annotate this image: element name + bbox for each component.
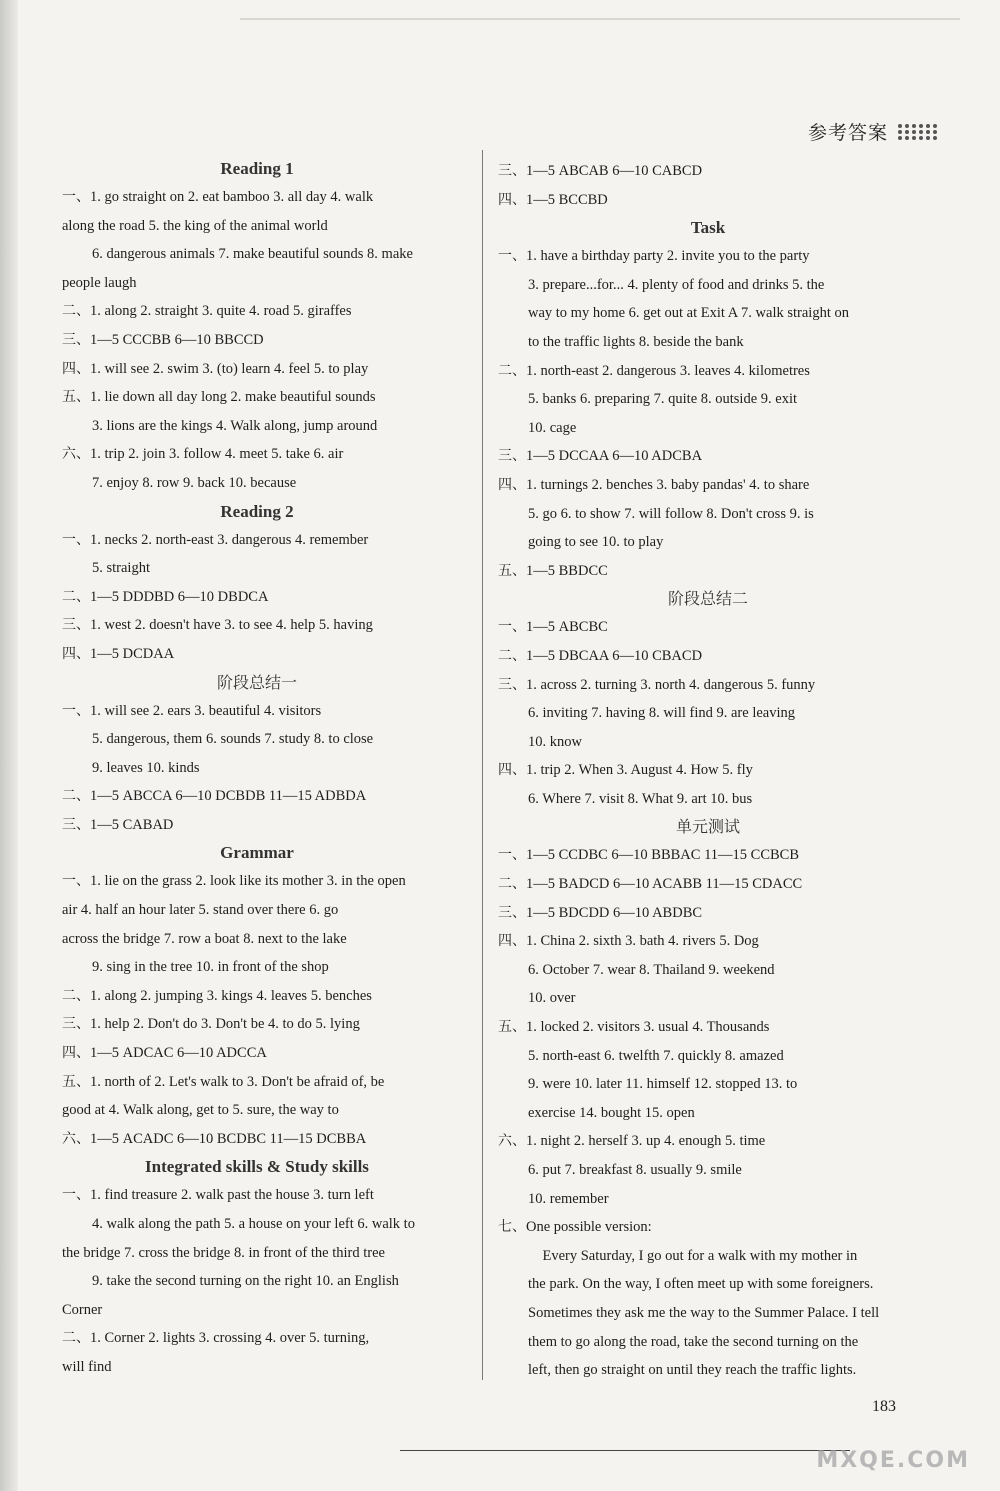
answer-line: across the bridge 7. row a boat 8. next to the lake <box>62 930 347 947</box>
answer-text: 1. have a birthday party 2. invite you to the party <box>526 248 810 265</box>
answer-line: Sometimes they ask me the way to the Summer Palace. I tell <box>528 1304 880 1321</box>
answer-text: 1. will see 2. swim 3. (to) learn 4. feel 5. to play <box>90 360 369 377</box>
answer-line: the park. On the way, I often meet up with some foreigners. <box>528 1276 874 1293</box>
answer-text: 1. locked 2. visitors 3. usual 4. Thousands <box>526 1019 770 1036</box>
question-marker: 四、 <box>62 645 90 662</box>
answer-line <box>62 982 452 1011</box>
answer-line <box>498 186 918 215</box>
answer-line: 5. dangerous, them 6. sounds 7. study 8. to close <box>92 731 374 748</box>
section-title: Integrated skills & Study skills <box>145 1157 369 1177</box>
answer-text: 1. along 2. jumping 3. kings 4. leaves 5. benches <box>90 987 372 1004</box>
answer-line <box>62 583 452 612</box>
answer-line: 5. straight <box>92 560 150 577</box>
section-title: Reading 2 <box>220 501 294 521</box>
answer-line <box>498 1213 918 1242</box>
question-marker: 二、 <box>62 303 90 320</box>
answer-line: 6. dangerous animals 7. make beautiful sounds 8. make <box>92 246 413 263</box>
answer-text: 1. go straight on 2. eat bamboo 3. all day 4. walk <box>90 189 374 205</box>
answer-text: 1—5 ACADC 6—10 BCDBC 11—15 DCBBA <box>90 1130 367 1147</box>
answer-line: Corner <box>62 1301 103 1318</box>
answer-line <box>498 242 918 271</box>
question-marker: 三、 <box>498 163 526 179</box>
question-marker: 一、 <box>498 248 526 265</box>
answer-line: good at 4. Walk along, get to 5. sure, the way to <box>62 1102 339 1119</box>
answer-text: 1. trip 2. When 3. August 4. How 5. fly <box>526 762 753 779</box>
answer-line: 3. prepare...for... 4. plenty of food and drinks 5. the <box>528 276 825 293</box>
question-marker: 二、 <box>62 1330 90 1347</box>
question-marker: 三、 <box>498 904 526 921</box>
answer-text: 1. lie on the grass 2. look like its mother 3. in the open <box>90 873 406 890</box>
answer-text: 1—5 CABAD <box>90 816 174 833</box>
answer-text: 1—5 BBDCC <box>526 562 608 579</box>
page-binding-shadow <box>0 0 18 1491</box>
question-marker: 一、 <box>62 873 90 890</box>
bottom-rule <box>400 1450 850 1451</box>
answer-line: people laugh <box>62 274 137 291</box>
answer-line: exercise 14. bought 15. open <box>528 1104 695 1121</box>
answer-line <box>62 611 452 640</box>
answer-line: 5. north-east 6. twelfth 7. quickly 8. amazed <box>528 1047 784 1064</box>
answer-line: them to go along the road, take the second turning on the <box>528 1333 859 1350</box>
answer-line <box>498 613 918 642</box>
question-marker: 四、 <box>498 476 526 493</box>
answer-text: 1. turnings 2. benches 3. baby pandas' 4. to share <box>526 476 810 493</box>
answer-text: 1—5 CCCBB 6—10 BBCCD <box>90 331 264 348</box>
answer-text: 1—5 DCDAA <box>90 645 175 662</box>
answer-text: One possible version: <box>526 1219 652 1236</box>
question-marker: 四、 <box>62 1045 90 1062</box>
answer-text: 1. lie down all day long 2. make beautiful sounds <box>90 389 376 406</box>
answer-line <box>498 471 918 500</box>
answer-line <box>62 1010 452 1039</box>
answer-line: left, then go straight on until they reach the traffic lights. <box>528 1362 857 1379</box>
answer-line: along the road 5. the king of the animal world <box>62 217 328 234</box>
answer-line: Every Saturday, I go out for a walk with my mother in <box>528 1247 858 1264</box>
answer-text: 1—5 CCDBC 6—10 BBBAC 11—15 CCBCB <box>526 847 800 864</box>
answer-text: 1. help 2. Don't do 3. Don't be 4. to do 5. lying <box>90 1016 360 1033</box>
answer-line: 6. Where 7. visit 8. What 9. art 10. bus <box>528 790 753 807</box>
answer-line <box>62 326 452 355</box>
question-marker: 二、 <box>62 788 90 805</box>
answer-line: 3. lions are the kings 4. Walk along, jump around <box>92 417 378 434</box>
answer-line <box>498 927 918 956</box>
answer-text: 1. north-east 2. dangerous 3. leaves 4. kilometres <box>526 362 810 379</box>
answer-line: 7. enjoy 8. row 9. back 10. because <box>92 474 297 491</box>
question-marker: 三、 <box>498 676 526 693</box>
answer-line: 9. sing in the tree 10. in front of the shop <box>92 959 329 976</box>
page-header <box>808 118 938 145</box>
question-marker: 二、 <box>62 987 90 1004</box>
question-marker: 六、 <box>62 1130 90 1147</box>
right-column <box>498 157 918 1385</box>
section-title: Grammar <box>220 843 294 863</box>
page-number: 183 <box>872 1398 896 1415</box>
answer-line <box>498 899 918 928</box>
answer-line <box>62 1181 452 1210</box>
answer-line <box>498 870 918 899</box>
question-marker: 一、 <box>62 702 90 719</box>
answer-line: will find <box>62 1358 112 1375</box>
question-marker: 五、 <box>62 1073 90 1090</box>
answer-line <box>62 782 452 811</box>
question-marker: 五、 <box>62 389 90 406</box>
answer-line <box>62 355 452 384</box>
section-title: Reading 1 <box>220 159 294 178</box>
question-marker: 三、 <box>62 1016 90 1033</box>
answer-line: 9. leaves 10. kinds <box>92 759 200 776</box>
answer-text: 1. west 2. doesn't have 3. to see 4. help 5. having <box>90 617 373 634</box>
section-title: 阶段总结二 <box>667 589 748 609</box>
answer-line: 6. inviting 7. having 8. will find 9. are leaving <box>528 705 795 722</box>
question-marker: 一、 <box>498 847 526 864</box>
question-marker: 四、 <box>498 762 526 779</box>
question-marker: 三、 <box>62 331 90 348</box>
answer-text: 1—5 ADCAC 6—10 ADCCA <box>90 1045 267 1062</box>
answer-line: 6. October 7. wear 8. Thailand 9. weekend <box>528 961 775 978</box>
question-marker: 七、 <box>498 1219 526 1236</box>
answer-line <box>498 157 918 186</box>
answer-line: 5. go 6. to show 7. will follow 8. Don't cross 9. is <box>528 505 814 522</box>
header-title: 参考答案 <box>807 122 888 144</box>
answer-text: 1. will see 2. ears 3. beautiful 4. visitors <box>90 702 322 719</box>
answer-line: air 4. half an hour later 5. stand over there 6. go <box>62 902 339 919</box>
answer-line <box>62 1324 452 1353</box>
answer-line: 9. take the second turning on the right 10. an English <box>92 1273 399 1290</box>
answer-line <box>498 671 918 700</box>
answer-text: 1—5 ABCBC <box>526 619 608 636</box>
answer-text: 1—5 BCCBD <box>526 191 608 208</box>
question-marker: 三、 <box>498 448 526 465</box>
answer-line <box>62 1125 452 1154</box>
question-marker: 二、 <box>498 362 526 379</box>
answer-line <box>498 642 918 671</box>
answer-text: 1—5 BADCD 6—10 ACABB 11—15 CDACC <box>526 876 803 893</box>
question-marker: 三、 <box>62 617 90 634</box>
answer-text: 1. China 2. sixth 3. bath 4. rivers 5. Dog <box>526 933 759 950</box>
answer-line: 6. put 7. breakfast 8. usually 9. smile <box>528 1162 742 1178</box>
answer-line: to the traffic lights 8. beside the bank <box>528 333 744 350</box>
watermark-logo: MXQE.COM <box>816 1448 970 1473</box>
answer-line <box>498 1013 918 1042</box>
question-marker: 四、 <box>62 360 90 377</box>
question-marker: 一、 <box>62 189 90 205</box>
answer-line: the bridge 7. cross the bridge 8. in front of the third tree <box>62 1244 385 1261</box>
answer-line <box>498 1127 918 1156</box>
answer-line <box>62 1068 452 1097</box>
answer-text: 1. necks 2. north-east 3. dangerous 4. remember <box>90 531 369 548</box>
answer-line: 10. cage <box>528 419 577 436</box>
answer-line <box>498 357 918 386</box>
answer-line: 9. were 10. later 11. himself 12. stopped 13. to <box>528 1076 798 1093</box>
answer-text: 1—5 ABCCA 6—10 DCBDB 11—15 ADBDA <box>90 788 367 805</box>
answer-text: 1—5 DBCAA 6—10 CBACD <box>526 647 703 664</box>
left-column <box>62 155 452 1382</box>
answer-text: 1—5 BDCDD 6—10 ABDBC <box>526 904 703 921</box>
answer-line: 5. banks 6. preparing 7. quite 8. outside 9. exit <box>528 391 798 408</box>
answer-line <box>62 440 452 469</box>
answer-line <box>62 526 452 555</box>
section-title: Task <box>690 218 726 238</box>
dots-decoration-icon <box>898 124 938 140</box>
answer-line <box>498 557 918 586</box>
question-marker: 一、 <box>62 1187 90 1204</box>
answer-line <box>62 297 452 326</box>
question-marker: 五、 <box>498 562 526 579</box>
answer-text: 1. Corner 2. lights 3. crossing 4. over 5. turning, <box>90 1330 370 1347</box>
answer-line <box>62 867 452 896</box>
answer-line <box>62 811 452 840</box>
question-marker: 四、 <box>498 191 526 208</box>
answer-line <box>62 640 452 669</box>
question-marker: 一、 <box>498 619 526 636</box>
section-title: 单元测试 <box>675 817 740 837</box>
answer-text: 1. north of 2. Let's walk to 3. Don't be afraid of, be <box>90 1073 385 1090</box>
question-marker: 四、 <box>498 933 526 950</box>
answer-line <box>62 697 452 726</box>
answer-line: 10. know <box>528 733 582 750</box>
answer-text: 1. across 2. turning 3. north 4. dangerous 5. funny <box>526 676 816 693</box>
question-marker: 六、 <box>62 446 90 463</box>
answer-line: going to see 10. to play <box>528 534 664 551</box>
answer-line: way to my home 6. get out at Exit A 7. walk straight on <box>528 305 849 322</box>
column-divider <box>482 150 483 1380</box>
answer-text: 1. along 2. straight 3. quite 4. road 5. giraffes <box>90 303 352 320</box>
answer-text: 1. trip 2. join 3. follow 4. meet 5. take 6. air <box>90 446 344 463</box>
answer-line <box>62 383 452 412</box>
answer-text: 1—5 ABCAB 6—10 CABCD <box>526 163 703 179</box>
answer-text: 1—5 DDDBD 6—10 DBDCA <box>90 588 269 605</box>
question-marker: 三、 <box>62 816 90 833</box>
answer-line <box>62 1039 452 1068</box>
answer-text: 1. find treasure 2. walk past the house 3. turn left <box>90 1187 374 1204</box>
answer-text: 1—5 DCCAA 6—10 ADCBA <box>526 448 703 465</box>
question-marker: 一、 <box>62 531 90 548</box>
answer-line <box>498 841 918 870</box>
answer-line: 4. walk along the path 5. a house on your left 6. walk to <box>92 1216 415 1232</box>
answer-line: 10. remember <box>528 1190 609 1207</box>
answer-line <box>62 183 452 212</box>
section-title: 阶段总结一 <box>216 672 297 692</box>
question-marker: 二、 <box>498 876 526 893</box>
question-marker: 五、 <box>498 1019 526 1036</box>
question-marker: 二、 <box>498 647 526 664</box>
answer-text: 1. night 2. herself 3. up 4. enough 5. time <box>526 1133 766 1150</box>
answer-line <box>498 442 918 471</box>
answer-line: 10. over <box>528 990 576 1007</box>
question-marker: 六、 <box>498 1133 526 1150</box>
top-rule <box>240 18 960 20</box>
question-marker: 二、 <box>62 588 90 605</box>
answer-line <box>498 756 918 785</box>
